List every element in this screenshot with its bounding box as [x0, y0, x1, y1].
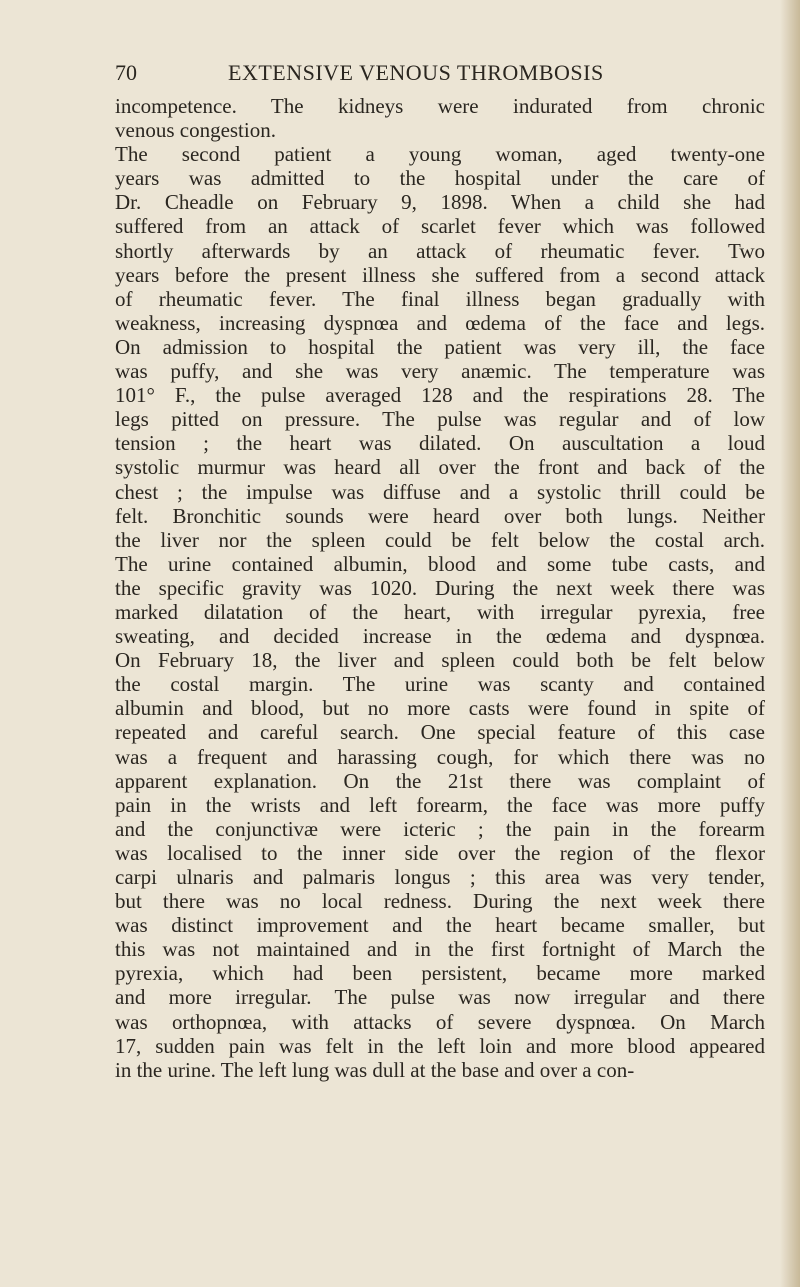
text-line: legs pitted on pressure. The pulse was regular and of low — [115, 407, 765, 432]
text-line: but there was no local redness. During the next week there — [115, 889, 765, 914]
text-line: carpi ulnaris and palmaris longus ; this area was very tender, — [115, 865, 765, 889]
text-line: The second patient a young woman, aged twenty-one — [115, 142, 765, 167]
text-line: marked dilatation of the heart, with irregular pyrexia, free — [115, 599, 765, 624]
text-line: systolic murmur was heard all over the front and back of the — [115, 455, 765, 480]
text-line: was orthopnœa, with attacks of severe dyspnœa. On March — [115, 1009, 765, 1034]
text-line: shortly afterwards by an attack of rheumatic fever. Two — [115, 238, 765, 263]
text-line: repeated and careful search. One special feature of this case — [115, 720, 765, 745]
text-line: this was not maintained and in the first fortnight of March the — [115, 937, 765, 962]
text-line: On admission to hospital the patient was very ill, the face — [115, 334, 765, 359]
text-line: sweating, and decided increase in the œdema and dyspnœa. — [115, 624, 765, 649]
body-text — [115, 94, 765, 1082]
text-line: 17, sudden pain was felt in the left loin and more blood appeared — [115, 1033, 765, 1058]
page-number: 70 — [115, 60, 137, 85]
text-line: years before the present illness she suffered from a second attack — [115, 262, 765, 287]
text-line: was puffy, and she was very anæmic. The temperature was — [115, 359, 765, 384]
text-line: the costal margin. The urine was scanty and contained — [115, 672, 765, 697]
text-line: was distinct improvement and the heart became smaller, but — [115, 913, 765, 938]
text-line: incompetence. The kidneys were indurated from chronic — [115, 94, 765, 118]
text-line: Dr. Cheadle on February 9, 1898. When a child she had — [115, 190, 765, 215]
text-line: tension ; the heart was dilated. On auscultation a loud — [115, 431, 765, 456]
text-line: the liver nor the spleen could be felt below the costal arch. — [115, 527, 765, 552]
text-line: in the urine. The left lung was dull at the base and over a con- — [115, 1057, 635, 1082]
text-line: weakness, increasing dyspnœa and œdema of the face and legs. — [115, 310, 765, 335]
text-line: chest ; the impulse was diffuse and a systolic thrill could be — [115, 479, 765, 504]
text-line: and more irregular. The pulse was now irregular and there — [115, 985, 765, 1010]
text-line: The urine contained albumin, blood and some tube casts, and — [115, 551, 765, 576]
text-line: felt. Bronchitic sounds were heard over both lungs. Neither — [115, 503, 765, 528]
text-line: years was admitted to the hospital under the care of — [115, 166, 765, 191]
text-line: of rheumatic fever. The final illness began gradually with — [115, 286, 765, 311]
text-line: pain in the wrists and left forearm, the face was more puffy — [115, 792, 765, 817]
text-line: On February 18, the liver and spleen could both be felt below — [115, 648, 765, 673]
text-line: albumin and blood, but no more casts were found in spite of — [115, 696, 765, 721]
text-line: venous congestion. — [115, 118, 276, 143]
running-title: EXTENSIVE VENOUS THROMBOSIS — [228, 60, 604, 85]
text-line: the specific gravity was 1020. During the next week there was — [115, 575, 765, 600]
text-line: apparent explanation. On the 21st there was complaint of — [115, 768, 765, 793]
text-line: suffered from an attack of scarlet fever which was followed — [115, 214, 765, 239]
running-head — [115, 60, 760, 90]
text-line: 101° F., the pulse averaged 128 and the respirations 28. The — [115, 383, 765, 408]
text-line: was localised to the inner side over the region of the flexor — [115, 840, 765, 865]
page-edge-shadow — [780, 0, 800, 1287]
text-line: pyrexia, which had been persistent, became more marked — [115, 961, 765, 986]
text-line: was a frequent and harassing cough, for which there was no — [115, 744, 765, 769]
text-line: and the conjunctivæ were icteric ; the pain in the forearm — [115, 816, 765, 841]
